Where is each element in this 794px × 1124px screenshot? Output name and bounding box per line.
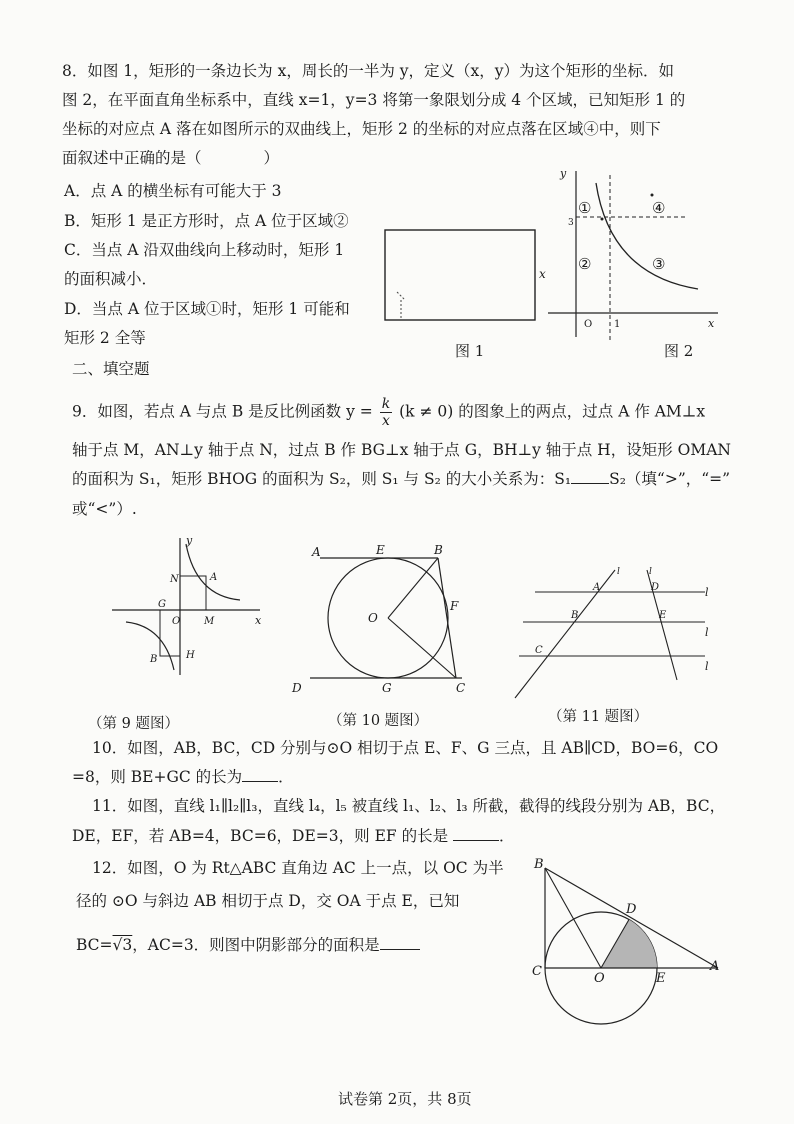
q9-label-o: O (172, 616, 181, 627)
region-2-label: ② (578, 255, 592, 273)
scribble-mark (397, 292, 405, 318)
q12-label-e: E (656, 971, 666, 986)
q8-line-3: 坐标的对应点 A 落在如图所示的双曲线上，矩形 2 的坐标的对应点落在区域④中，则下 (62, 120, 661, 138)
q9-line-3-pre: 的面积为 S₁，矩形 BHOG 的面积为 S₂，则 S₁ 与 S₂ 的大小关系为：S₁ (72, 470, 572, 488)
region-1-label: ① (578, 199, 592, 217)
q10-label-f: F (450, 599, 459, 613)
q11-label-d: D (651, 582, 660, 593)
fig2-y-label: y (560, 167, 567, 180)
segment-bo (545, 868, 601, 968)
rectangle-2-point (651, 194, 654, 197)
q11-label-b: B (571, 610, 579, 621)
q8-option-a: A．点 A 的横坐标有可能大于 3 (64, 182, 282, 200)
q10-label-o: O (368, 611, 378, 625)
q8-figure-2 (548, 165, 723, 345)
fraction-numerator: k (381, 396, 391, 412)
q8-option-c-line1: C．当点 A 沿双曲线向上移动时，矩形 1 (64, 241, 345, 259)
q10-label-c: C (456, 681, 466, 695)
q10-label-e: E (376, 543, 385, 557)
q9-label-b: B (150, 654, 158, 665)
answer-blank[interactable] (453, 840, 499, 841)
q12-line-2: 径的 ⊙O 与斜边 AB 相切于点 D，交 OA 于点 E，已知 (76, 892, 460, 910)
q11-label-c: C (535, 645, 543, 656)
q9-line-2: 轴于点 M，AN⊥y 轴于点 N，过点 B 作 BG⊥x 轴于点 G，BH⊥y 轴于点 H，设矩形 OMAN (72, 441, 731, 459)
q12-line-3-post: ，AC=3．则图中阴影部分的面积是 (132, 936, 380, 954)
q9-line-1-pre: 9．如图，若点 A 与点 B 是反比例函数 y = (72, 402, 373, 421)
q11-label-l2: l (705, 626, 709, 639)
segment-ob (388, 558, 438, 618)
q11-figure (505, 560, 725, 700)
fig2-x-label: x (708, 317, 715, 330)
q10-line-2-pre: =8，则 BE+GC 的长为 (72, 768, 243, 786)
q10-figure (290, 540, 480, 700)
q11-label-l-top-1: l (617, 567, 620, 577)
q9-y-label: y (186, 534, 193, 547)
q9-line-3 (72, 468, 730, 490)
q9-figure (108, 530, 268, 680)
q10-label-b: B (434, 543, 443, 557)
q12-label-a: A (710, 959, 720, 974)
q9-label-a: A (210, 572, 218, 583)
q11-label-a: A (593, 582, 601, 593)
q10-label-g: G (382, 681, 392, 695)
q10-label-d: D (292, 681, 302, 695)
q8-figure-1 (375, 220, 550, 330)
q11-line-2-post: ． (499, 827, 515, 845)
region-4-label: ④ (652, 199, 666, 217)
q12-label-d: D (626, 902, 637, 917)
q11-label-l-top-2: l (649, 567, 652, 577)
q9-label-n: N (170, 574, 179, 585)
q12-label-o: O (594, 971, 605, 986)
q12-label-b: B (534, 857, 544, 872)
q12-line-3 (76, 934, 420, 956)
q10-figure-caption: （第 10 题图） (328, 713, 429, 729)
sqrt-three: √3 (112, 936, 133, 954)
q11-line-2-pre: DE，EF，若 AB=4，BC=6，DE=3，则 EF 的长是 (72, 827, 449, 845)
q9-line-1 (72, 396, 705, 429)
q9-x-label: x (255, 614, 262, 627)
q12-label-c: C (532, 964, 542, 979)
q11-line-1: 11．如图，直线 l₁∥l₂∥l₃，直线 l₄，l₅ 被直线 l₁、l₂、l₃ 所截，截得的线段分别为 AB，BC， (92, 797, 726, 815)
rectangle-shape (385, 230, 535, 320)
segment-oc (388, 618, 456, 678)
fig1-side-label: x (539, 267, 546, 281)
q9-label-m: M (204, 616, 215, 627)
fig2-caption: 图 2 (664, 342, 694, 360)
q12-figure (528, 852, 733, 1030)
fig2-origin: O (584, 319, 593, 330)
fraction-k-over-x (380, 396, 392, 429)
q8-line-4: 面叙述中正确的是（ ） (62, 149, 280, 167)
point-a (601, 218, 604, 221)
q10-line-2-post: ． (278, 768, 294, 786)
fraction-denominator: x (381, 413, 390, 429)
q11-line-2 (72, 825, 515, 847)
q9-figure-caption: （第 9 题图） (88, 716, 179, 732)
hyperbola-curve (596, 183, 698, 289)
q10-line-2 (72, 766, 294, 788)
shaded-sector (601, 920, 657, 969)
q8-line-2: 图 2，在平面直角坐标系中，直线 x=1，y=3 将第一象限划分成 4 个区域，已知矩形 1 的 (62, 91, 686, 109)
q11-label-l1: l (705, 586, 709, 599)
q9-label-h: H (186, 650, 195, 661)
page-footer: 试卷第 2页，共 8页 (338, 1090, 472, 1108)
q8-line-1: 8．如图 1，矩形的一条边长为 x，周长的一半为 y，定义（x，y）为这个矩形的坐标．如 (62, 62, 675, 80)
q9-condition: (k ≠ 0) (399, 402, 454, 421)
q9-line-4: 或“<”）. (72, 500, 137, 518)
q9-line-3-post: S₂（填“>”，“=” (609, 470, 731, 488)
region-3-label: ③ (652, 255, 666, 273)
answer-blank[interactable] (242, 781, 278, 782)
q12-line-1: 12．如图，O 为 Rt△ABC 直角边 AC 上一点，以 OC 为半 (92, 859, 504, 877)
q8-option-c-line2: 的面积减小． (64, 270, 158, 288)
fig2-tick-3: 3 (568, 218, 574, 228)
q10-label-a: A (312, 545, 321, 559)
q10-line-1: 10．如图，AB，BC，CD 分别与⊙O 相切于点 E、F、G 三点，且 AB∥CD，BO=6，CO (92, 739, 719, 757)
q11-figure-caption: （第 11 题图） (548, 709, 649, 725)
q11-label-l3: l (705, 660, 709, 673)
answer-blank[interactable] (380, 949, 420, 950)
q12-line-3-pre: BC= (76, 936, 113, 954)
q9-line-1-post: 的图象上的两点，过点 A 作 AM⊥x (458, 402, 706, 421)
q11-label-e: E (659, 610, 667, 621)
fig2-tick-1: 1 (614, 319, 621, 330)
tangent-bc (438, 558, 456, 678)
q9-label-g: G (158, 599, 166, 610)
answer-blank[interactable] (571, 483, 609, 484)
q8-option-d-line1: D．当点 A 位于区域①时，矩形 1 可能和 (64, 300, 350, 318)
q8-option-d-line2: 矩形 2 全等 (64, 329, 146, 347)
fig1-caption: 图 1 (455, 342, 485, 360)
section-heading: 二、填空题 (72, 360, 150, 378)
q8-option-b: B．矩形 1 是正方形时，点 A 位于区域② (64, 212, 349, 230)
